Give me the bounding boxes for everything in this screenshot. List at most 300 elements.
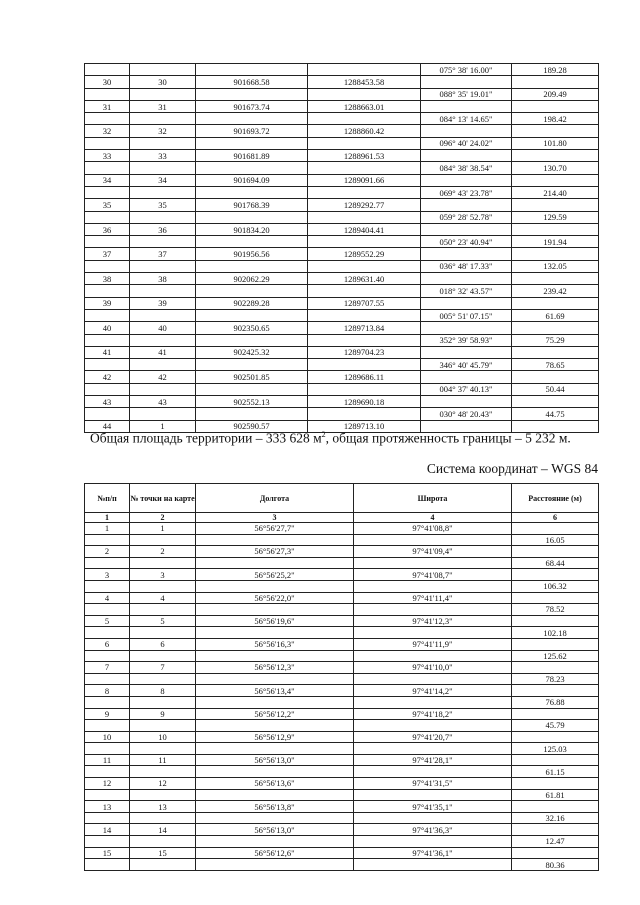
y-coordinate-cell: 1289713.84 — [308, 322, 421, 334]
interval-row — [85, 812, 599, 824]
latitude-cell: 97°41'35,1" — [354, 801, 512, 813]
row-number-cell: 15 — [85, 847, 130, 859]
empty-cell — [354, 604, 512, 616]
longitude-cell: 56°56'13,6" — [196, 778, 354, 790]
row-number-cell: 35 — [85, 199, 130, 211]
point-number-cell: 9 — [130, 708, 196, 720]
empty-cell — [85, 137, 130, 149]
point-row — [85, 592, 599, 604]
empty-cell — [85, 789, 130, 801]
distance-cell: 125.03 — [512, 743, 599, 755]
empty-cell — [196, 186, 308, 198]
point-row — [85, 546, 599, 558]
bearing-cell: 075° 38' 16.00" — [421, 64, 512, 76]
row-number-cell: 10 — [85, 731, 130, 743]
point-number-cell: 35 — [130, 199, 196, 211]
empty-cell — [196, 260, 308, 272]
empty-cell — [85, 334, 130, 346]
interval-row — [85, 285, 599, 297]
latitude-cell: 97°41'08,8" — [354, 523, 512, 535]
empty-cell — [196, 580, 354, 592]
empty-cell — [196, 162, 308, 174]
row-number-cell: 1 — [85, 523, 130, 535]
distance-cell: 132.05 — [512, 260, 599, 272]
point-number-cell: 39 — [130, 297, 196, 309]
empty-cell — [421, 150, 512, 162]
point-row — [85, 273, 599, 285]
latitude-cell: 97°41'20,7" — [354, 731, 512, 743]
interval-row — [85, 260, 599, 272]
empty-cell — [130, 580, 196, 592]
empty-cell — [308, 113, 421, 125]
empty-cell — [196, 408, 308, 420]
empty-cell — [130, 789, 196, 801]
distance-cell: 78.52 — [512, 604, 599, 616]
empty-cell — [308, 285, 421, 297]
empty-cell — [512, 125, 599, 137]
point-number-cell: 32 — [130, 125, 196, 137]
header-cell-longitude: Долгота — [196, 484, 354, 513]
empty-cell — [85, 359, 130, 371]
row-number-cell: 12 — [85, 778, 130, 790]
interval-row — [85, 673, 599, 685]
row-number-cell: 44 — [85, 420, 130, 432]
empty-cell — [354, 720, 512, 732]
x-coordinate-cell: 902590.57 — [196, 420, 308, 432]
empty-cell — [512, 708, 599, 720]
row-number-cell: 34 — [85, 174, 130, 186]
empty-cell — [512, 76, 599, 88]
header-cell-distance: Расстояние (м) — [512, 484, 599, 513]
row-number-cell: 11 — [85, 754, 130, 766]
empty-cell — [512, 223, 599, 235]
point-number-cell: 42 — [130, 371, 196, 383]
empty-cell — [196, 534, 354, 546]
row-number-cell: 5 — [85, 615, 130, 627]
interval-row — [85, 137, 599, 149]
distance-cell: 50.44 — [512, 383, 599, 395]
empty-cell — [354, 766, 512, 778]
point-row — [85, 174, 599, 186]
empty-cell — [130, 859, 196, 871]
interval-row — [85, 64, 599, 76]
empty-cell — [196, 285, 308, 297]
point-number-cell: 33 — [130, 150, 196, 162]
point-number-cell: 7 — [130, 662, 196, 674]
y-coordinate-cell: 1288453.58 — [308, 76, 421, 88]
empty-cell — [196, 557, 354, 569]
interval-row — [85, 334, 599, 346]
bearing-cell: 096° 40' 24.02" — [421, 137, 512, 149]
empty-cell — [512, 592, 599, 604]
distance-cell: 45.79 — [512, 720, 599, 732]
distance-cell: 102.18 — [512, 627, 599, 639]
bearing-cell: 036° 48' 17.33" — [421, 260, 512, 272]
territory-summary — [90, 430, 571, 447]
empty-cell — [130, 383, 196, 395]
empty-cell — [512, 801, 599, 813]
empty-cell — [85, 766, 130, 778]
distance-cell: 68.44 — [512, 557, 599, 569]
empty-cell — [354, 743, 512, 755]
empty-cell — [85, 743, 130, 755]
empty-cell — [130, 743, 196, 755]
empty-cell — [85, 408, 130, 420]
bearing-cell: 005° 51' 07.15" — [421, 309, 512, 321]
x-coordinate-cell: 901668.58 — [196, 76, 308, 88]
empty-cell — [512, 273, 599, 285]
empty-cell — [130, 534, 196, 546]
empty-cell — [196, 743, 354, 755]
y-coordinate-cell: 1289690.18 — [308, 396, 421, 408]
longitude-cell: 56°56'13,0" — [196, 754, 354, 766]
column-number-cell: 2 — [130, 513, 196, 523]
empty-cell — [354, 673, 512, 685]
empty-cell — [421, 346, 512, 358]
empty-cell — [85, 186, 130, 198]
distance-cell: 12.47 — [512, 836, 599, 848]
bearing-cell: 084° 38' 38.54" — [421, 162, 512, 174]
empty-cell — [130, 236, 196, 248]
distance-cell: 106.32 — [512, 580, 599, 592]
empty-cell — [354, 650, 512, 662]
empty-cell — [421, 273, 512, 285]
point-row — [85, 523, 599, 535]
empty-cell — [512, 396, 599, 408]
empty-cell — [512, 754, 599, 766]
empty-cell — [308, 309, 421, 321]
interval-row — [85, 627, 599, 639]
point-number-cell: 43 — [130, 396, 196, 408]
point-number-cell: 36 — [130, 223, 196, 235]
empty-cell — [512, 346, 599, 358]
interval-row — [85, 236, 599, 248]
distance-cell: 80.36 — [512, 859, 599, 871]
point-number-cell: 30 — [130, 76, 196, 88]
distance-cell: 78.23 — [512, 673, 599, 685]
empty-cell — [85, 383, 130, 395]
interval-row — [85, 650, 599, 662]
empty-cell — [130, 720, 196, 732]
x-coordinate-cell: 902062.29 — [196, 273, 308, 285]
latitude-cell: 97°41'18,2" — [354, 708, 512, 720]
distance-cell: 78.65 — [512, 359, 599, 371]
point-row — [85, 847, 599, 859]
point-row — [85, 150, 599, 162]
interval-row — [85, 309, 599, 321]
x-coordinate-cell: 902501.85 — [196, 371, 308, 383]
empty-cell — [85, 534, 130, 546]
row-number-cell: 31 — [85, 100, 130, 112]
bearing-cell: 018° 32' 43.57" — [421, 285, 512, 297]
y-coordinate-cell: 1289292.77 — [308, 199, 421, 211]
empty-cell — [512, 778, 599, 790]
coordinates-table-msk — [84, 63, 599, 433]
header-cell-map-point: № точки на карте — [130, 484, 196, 513]
empty-cell — [196, 113, 308, 125]
empty-cell — [85, 285, 130, 297]
empty-cell — [85, 557, 130, 569]
empty-cell — [512, 638, 599, 650]
interval-row — [85, 383, 599, 395]
interval-row — [85, 534, 599, 546]
distance-cell: 189.28 — [512, 64, 599, 76]
column-number-cell: 3 — [196, 513, 354, 523]
empty-cell — [354, 836, 512, 848]
point-row — [85, 396, 599, 408]
y-coordinate-cell: 1289552.29 — [308, 248, 421, 260]
empty-cell — [512, 248, 599, 260]
empty-cell — [354, 789, 512, 801]
interval-row — [85, 113, 599, 125]
column-number-cell: 1 — [85, 513, 130, 523]
point-row — [85, 778, 599, 790]
empty-cell — [130, 836, 196, 848]
empty-cell — [130, 650, 196, 662]
empty-cell — [130, 557, 196, 569]
header-cell-latitude: Широта — [354, 484, 512, 513]
distance-cell: 76.88 — [512, 696, 599, 708]
row-number-cell: 33 — [85, 150, 130, 162]
longitude-cell: 56°56'13,4" — [196, 685, 354, 697]
point-row — [85, 322, 599, 334]
empty-cell — [196, 766, 354, 778]
empty-cell — [421, 100, 512, 112]
point-number-cell: 4 — [130, 592, 196, 604]
latitude-cell: 97°41'09,4" — [354, 546, 512, 558]
x-coordinate-cell: 902289.28 — [196, 297, 308, 309]
longitude-cell: 56°56'13,0" — [196, 824, 354, 836]
empty-cell — [196, 334, 308, 346]
interval-row — [85, 720, 599, 732]
empty-cell — [421, 371, 512, 383]
empty-cell — [85, 627, 130, 639]
point-number-cell: 11 — [130, 754, 196, 766]
empty-cell — [512, 322, 599, 334]
point-row — [85, 708, 599, 720]
empty-cell — [512, 199, 599, 211]
interval-row — [85, 408, 599, 420]
bearing-cell: 059° 28' 52.78" — [421, 211, 512, 223]
empty-cell — [85, 696, 130, 708]
empty-cell — [196, 359, 308, 371]
empty-cell — [85, 162, 130, 174]
interval-row — [85, 696, 599, 708]
distance-cell: 61.69 — [512, 309, 599, 321]
empty-cell — [196, 789, 354, 801]
point-number-cell: 37 — [130, 248, 196, 260]
distance-cell: 75.29 — [512, 334, 599, 346]
empty-cell — [512, 371, 599, 383]
empty-cell — [130, 186, 196, 198]
row-number-cell: 32 — [85, 125, 130, 137]
empty-cell — [130, 627, 196, 639]
empty-cell — [130, 359, 196, 371]
point-number-cell: 13 — [130, 801, 196, 813]
row-number-cell: 2 — [85, 546, 130, 558]
latitude-cell: 97°41'10,0" — [354, 662, 512, 674]
empty-cell — [512, 150, 599, 162]
empty-cell — [354, 627, 512, 639]
distance-cell: 16.05 — [512, 534, 599, 546]
y-coordinate-cell: 1289091.66 — [308, 174, 421, 186]
empty-cell — [308, 236, 421, 248]
latitude-cell: 97°41'28,1" — [354, 754, 512, 766]
point-number-cell: 2 — [130, 546, 196, 558]
longitude-cell: 56°56'16,3" — [196, 638, 354, 650]
x-coordinate-cell: 901673.74 — [196, 100, 308, 112]
empty-cell — [130, 113, 196, 125]
point-row — [85, 223, 599, 235]
row-number-cell: 9 — [85, 708, 130, 720]
empty-cell — [354, 859, 512, 871]
empty-cell — [308, 260, 421, 272]
row-number-cell: 41 — [85, 346, 130, 358]
distance-cell: 214.40 — [512, 186, 599, 198]
x-coordinate-cell: 901768.39 — [196, 199, 308, 211]
empty-cell — [196, 836, 354, 848]
x-coordinate-cell: 902350.65 — [196, 322, 308, 334]
point-number-cell: 6 — [130, 638, 196, 650]
longitude-cell: 56°56'25,2" — [196, 569, 354, 581]
bearing-cell: 088° 35' 19.01" — [421, 88, 512, 100]
interval-row — [85, 836, 599, 848]
point-number-cell: 1 — [130, 420, 196, 432]
empty-cell — [85, 580, 130, 592]
distance-cell: 44.75 — [512, 408, 599, 420]
summary-prefix: Общая площадь территории – 333 628 м — [90, 430, 322, 446]
empty-cell — [421, 199, 512, 211]
distance-cell: 129.59 — [512, 211, 599, 223]
row-number-cell: 14 — [85, 824, 130, 836]
empty-cell — [196, 720, 354, 732]
longitude-cell: 56°56'12,2" — [196, 708, 354, 720]
distance-cell: 101.80 — [512, 137, 599, 149]
empty-cell — [308, 186, 421, 198]
empty-cell — [85, 260, 130, 272]
point-number-cell: 38 — [130, 273, 196, 285]
interval-row — [85, 580, 599, 592]
point-row — [85, 297, 599, 309]
empty-cell — [196, 812, 354, 824]
latitude-cell: 97°41'36,3" — [354, 824, 512, 836]
interval-row — [85, 359, 599, 371]
empty-cell — [130, 309, 196, 321]
empty-cell — [130, 766, 196, 778]
coordinate-system-label: Система координат – WGS 84 — [426, 461, 598, 476]
empty-cell — [512, 523, 599, 535]
x-coordinate-cell: 901956.56 — [196, 248, 308, 260]
empty-cell — [196, 859, 354, 871]
empty-cell — [421, 76, 512, 88]
latitude-cell: 97°41'08,7" — [354, 569, 512, 581]
bearing-cell: 346° 40' 45.79" — [421, 359, 512, 371]
header-cell-number: №п/п — [85, 484, 130, 513]
empty-cell — [196, 383, 308, 395]
point-row — [85, 569, 599, 581]
longitude-cell: 56°56'19,6" — [196, 615, 354, 627]
empty-cell — [308, 64, 421, 76]
bearing-cell: 030° 48' 20.43" — [421, 408, 512, 420]
y-coordinate-cell: 1289404.41 — [308, 223, 421, 235]
interval-row — [85, 186, 599, 198]
empty-cell — [512, 731, 599, 743]
empty-cell — [196, 627, 354, 639]
y-coordinate-cell: 1289631.40 — [308, 273, 421, 285]
row-number-cell: 8 — [85, 685, 130, 697]
empty-cell — [85, 836, 130, 848]
latitude-cell: 97°41'11,9" — [354, 638, 512, 650]
interval-row — [85, 743, 599, 755]
empty-cell — [512, 297, 599, 309]
interval-row — [85, 557, 599, 569]
row-number-cell: 30 — [85, 76, 130, 88]
x-coordinate-cell: 902425.32 — [196, 346, 308, 358]
empty-cell — [421, 174, 512, 186]
empty-cell — [130, 604, 196, 616]
empty-cell — [308, 162, 421, 174]
longitude-cell: 56°56'27,3" — [196, 546, 354, 558]
empty-cell — [85, 859, 130, 871]
interval-row — [85, 88, 599, 100]
point-number-cell: 14 — [130, 824, 196, 836]
point-row — [85, 371, 599, 383]
distance-cell: 130.70 — [512, 162, 599, 174]
distance-cell: 61.81 — [512, 789, 599, 801]
empty-cell — [512, 100, 599, 112]
summary-suffix: , общая протяженность границы – 5 232 м. — [325, 430, 571, 446]
point-row — [85, 685, 599, 697]
coordinates-table-wgs84-body — [85, 484, 599, 871]
empty-cell — [85, 812, 130, 824]
empty-cell — [308, 88, 421, 100]
empty-cell — [196, 604, 354, 616]
y-coordinate-cell: 1289707.55 — [308, 297, 421, 309]
x-coordinate-cell: 901834.20 — [196, 223, 308, 235]
empty-cell — [130, 64, 196, 76]
row-number-cell: 37 — [85, 248, 130, 260]
point-row — [85, 731, 599, 743]
row-number-cell: 39 — [85, 297, 130, 309]
distance-cell: 125.62 — [512, 650, 599, 662]
empty-cell — [354, 812, 512, 824]
distance-cell: 61.15 — [512, 766, 599, 778]
column-number-cell: 6 — [512, 513, 599, 523]
empty-cell — [354, 580, 512, 592]
empty-cell — [512, 569, 599, 581]
y-coordinate-cell: 1288663.01 — [308, 100, 421, 112]
empty-cell — [512, 546, 599, 558]
empty-cell — [85, 113, 130, 125]
empty-cell — [196, 309, 308, 321]
latitude-cell: 97°41'11,4" — [354, 592, 512, 604]
interval-row — [85, 766, 599, 778]
empty-cell — [196, 137, 308, 149]
point-row — [85, 824, 599, 836]
row-number-cell: 7 — [85, 662, 130, 674]
empty-cell — [196, 88, 308, 100]
empty-cell — [130, 211, 196, 223]
empty-cell — [421, 396, 512, 408]
empty-cell — [85, 64, 130, 76]
empty-cell — [512, 662, 599, 674]
empty-cell — [130, 334, 196, 346]
row-number-cell: 40 — [85, 322, 130, 334]
point-row — [85, 100, 599, 112]
empty-cell — [130, 285, 196, 297]
y-coordinate-cell: 1288860.42 — [308, 125, 421, 137]
point-number-cell: 12 — [130, 778, 196, 790]
